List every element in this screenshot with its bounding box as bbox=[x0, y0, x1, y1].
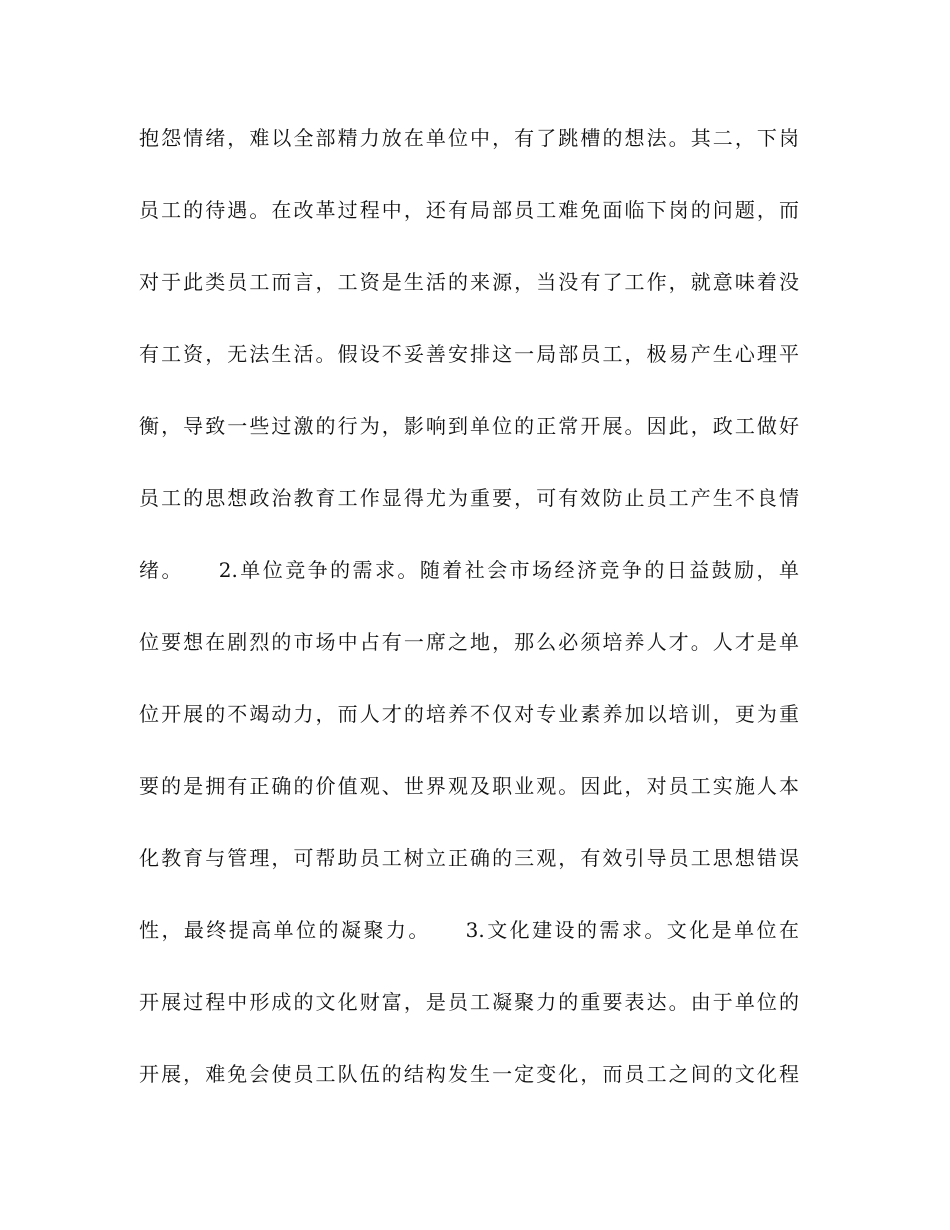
text-line: 性，最终提高单位的凝聚力。 3.文化建设的需求。文化是单位在 bbox=[139, 918, 799, 942]
text-line: 对于此类员工而言，工资是生活的来源，当没有了工作，就意味着没 bbox=[139, 270, 799, 294]
text-line: 员工的待遇。在改革过程中，还有局部员工难免面临下岗的问题，而 bbox=[139, 198, 799, 222]
text-line: 位开展的不竭动力，而人才的培养不仅对专业素养加以培训，更为重 bbox=[139, 702, 799, 726]
body-text bbox=[139, 118, 799, 1126]
text-line: 开展，难免会使员工队伍的结构发生一定变化，而员工之间的文化程 bbox=[139, 1062, 799, 1086]
text-line: 有工资，无法生活。假设不妥善安排这一局部员工，极易产生心理平 bbox=[139, 342, 799, 366]
text-line: 化教育与管理，可帮助员工树立正确的三观，有效引导员工思想错误 bbox=[139, 846, 799, 870]
text-line: 要的是拥有正确的价值观、世界观及职业观。因此，对员工实施人本 bbox=[139, 774, 799, 798]
text-line: 员工的思想政治教育工作显得尤为重要，可有效防止员工产生不良情 bbox=[139, 486, 799, 510]
text-line: 位要想在剧烈的市场中占有一席之地，那么必须培养人才。人才是单 bbox=[139, 630, 799, 654]
text-line: 衡，导致一些过激的行为，影响到单位的正常开展。因此，政工做好 bbox=[139, 414, 799, 438]
text-line: 绪。 2.单位竞争的需求。随着社会市场经济竞争的日益鼓励，单 bbox=[139, 558, 799, 582]
text-line: 开展过程中形成的文化财富，是员工凝聚力的重要表达。由于单位的 bbox=[139, 990, 799, 1014]
text-line: 抱怨情绪，难以全部精力放在单位中，有了跳槽的想法。其二，下岗 bbox=[139, 126, 799, 150]
